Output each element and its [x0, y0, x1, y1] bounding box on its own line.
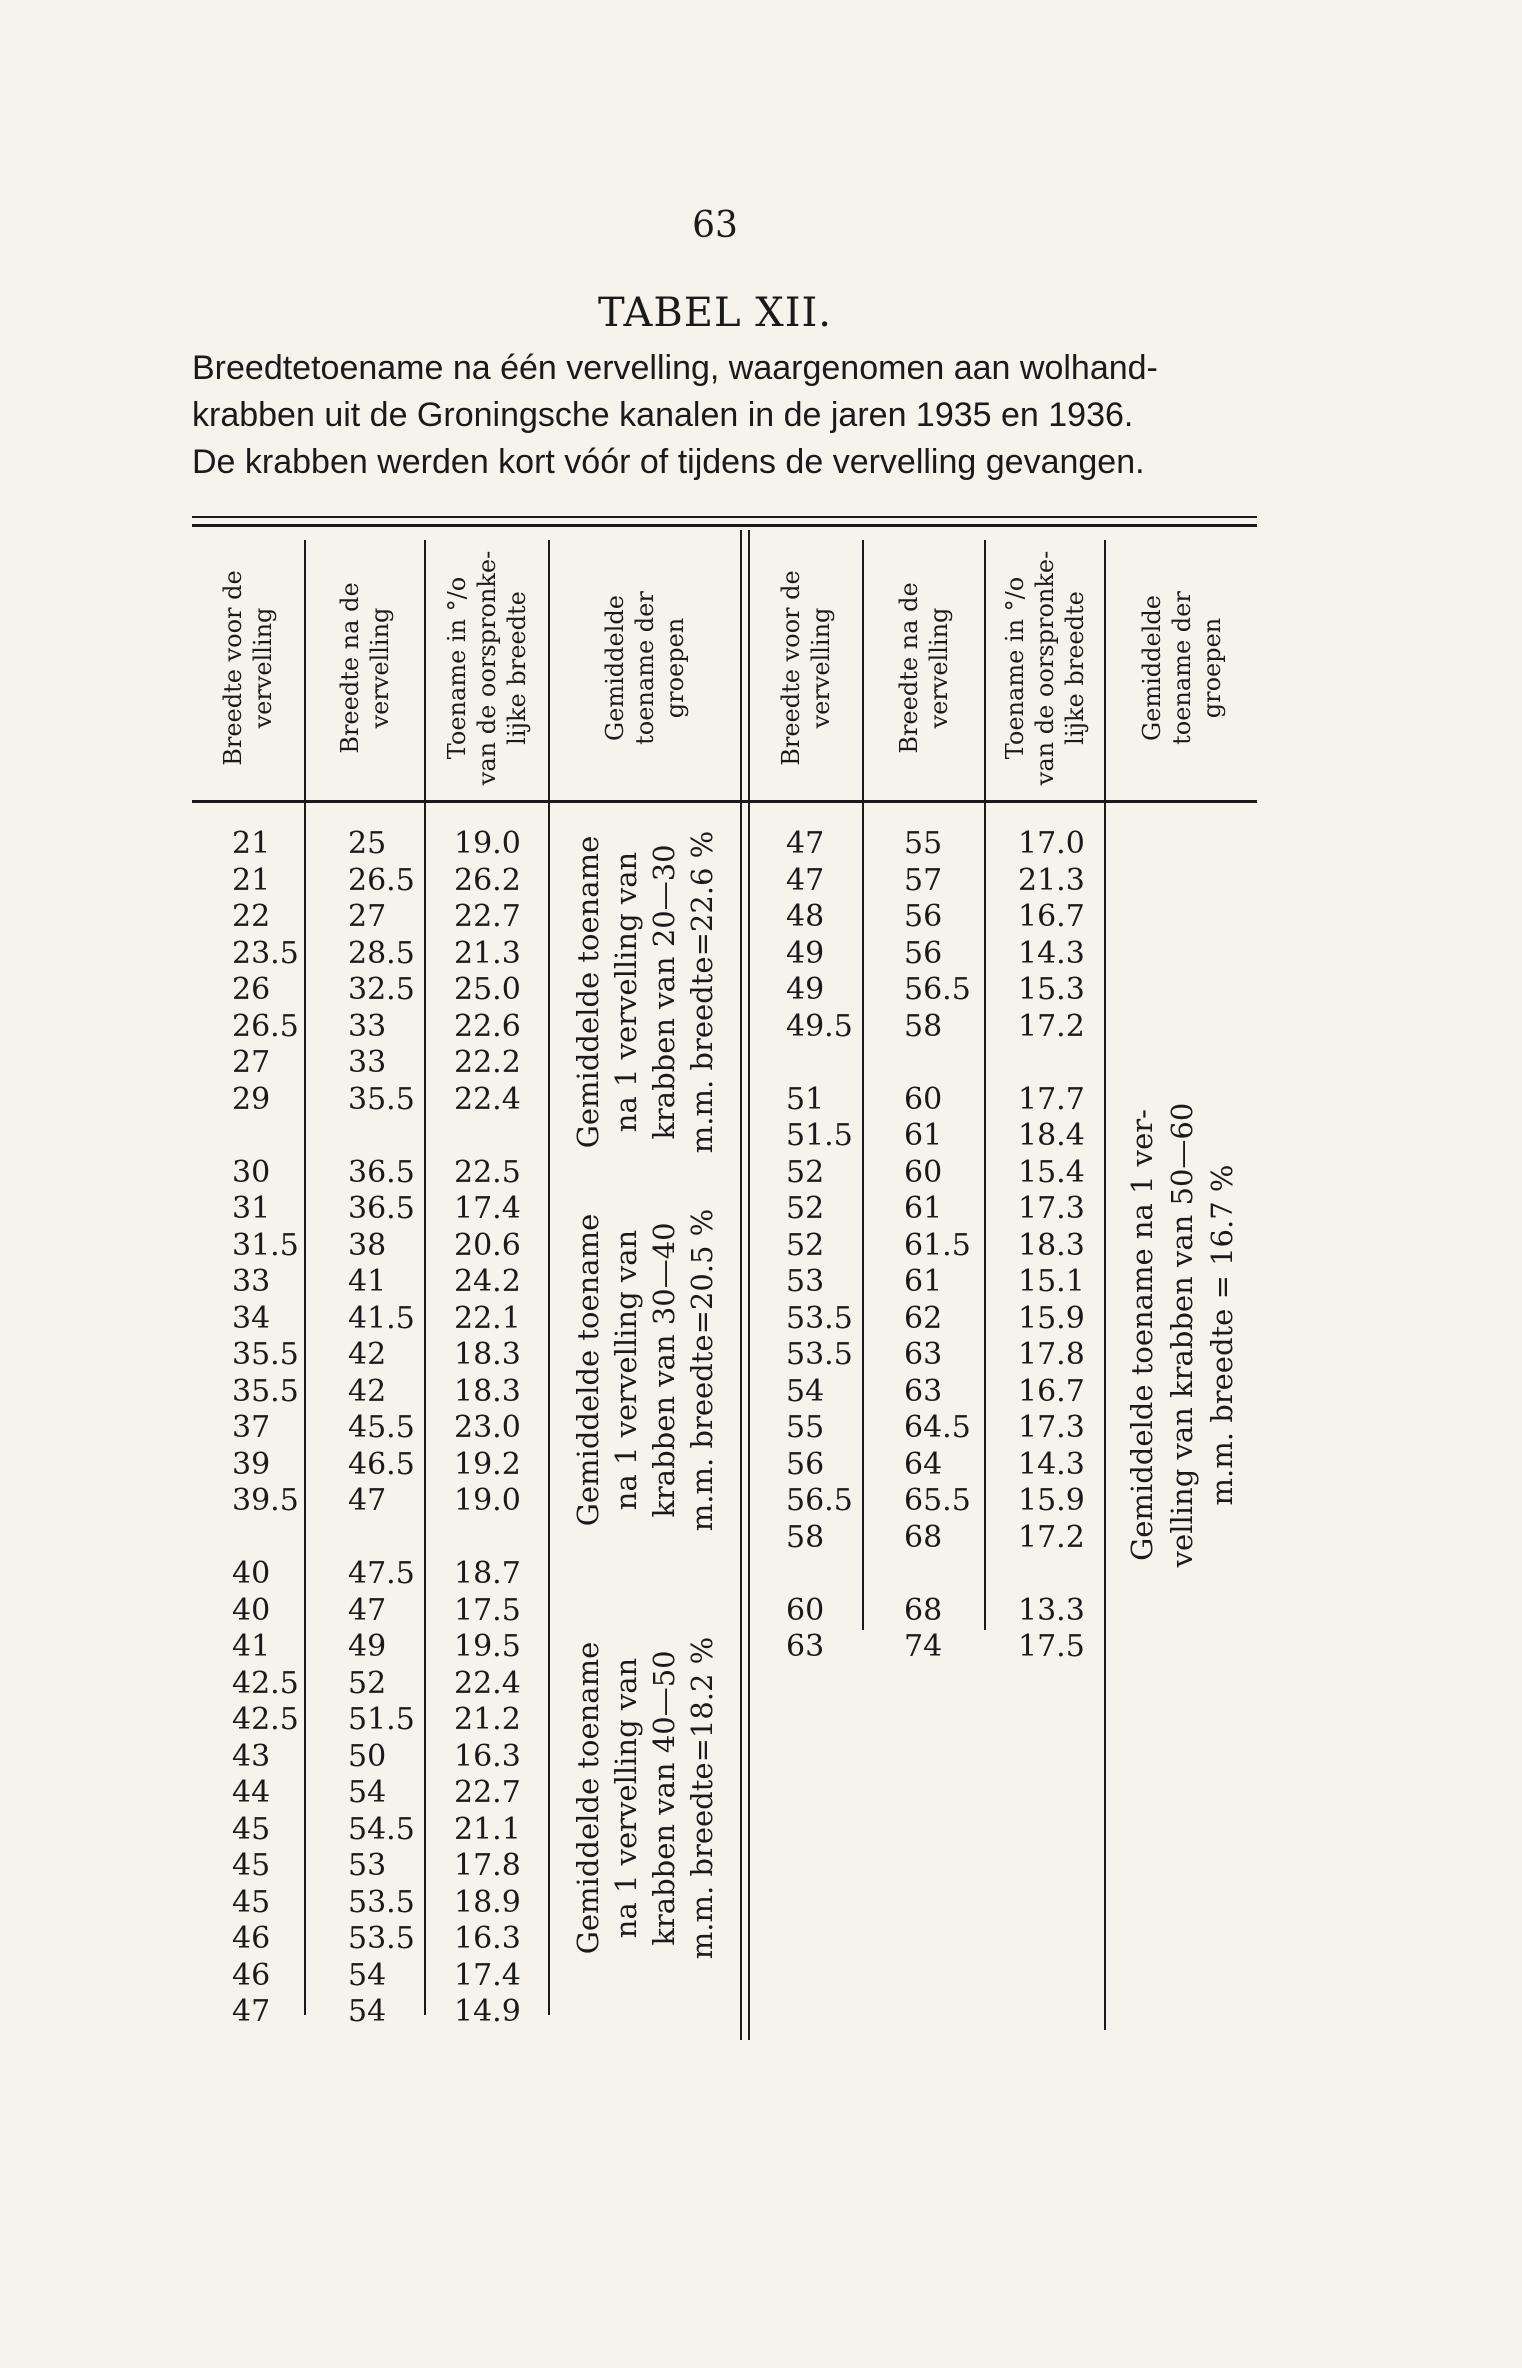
toename-value: 26.2 [454, 862, 521, 898]
group-spacer [904, 1556, 971, 1593]
breedte-voor-value: 49.5 [786, 1008, 853, 1044]
group-spacer [454, 1520, 521, 1557]
header-toename-pct-right [986, 540, 1104, 795]
toename-value: 16.7 [1018, 1373, 1085, 1409]
breedte-voor-value: 37 [232, 1410, 271, 1445]
breedte-voor-value: 60 [786, 1592, 825, 1628]
breedte-na-value: 61 [904, 1118, 943, 1153]
header-line: van de oorspronke- [1031, 550, 1059, 785]
note-line: krabben van 20—30 [647, 844, 681, 1140]
breedte-voor-value: 63 [786, 1629, 825, 1664]
toename-value: 17.8 [1018, 1337, 1085, 1372]
note-line: na 1 vervelling van [609, 851, 643, 1133]
breedte-voor-value: 51 [786, 1081, 825, 1117]
toename-value: 19.0 [454, 826, 521, 861]
group-note-40-50 [560, 1605, 730, 1990]
toename-value: 18.3 [454, 1337, 521, 1372]
group-note-50-60 [1112, 1065, 1252, 1605]
header-line: Toename in °/o [1001, 576, 1029, 759]
toename-value: 24.2 [454, 1264, 521, 1299]
toename-value: 25.0 [454, 972, 521, 1007]
header-rule [192, 800, 1257, 803]
header-toename-pct [426, 540, 548, 795]
note-line: Gemiddelde toename na 1 ver- [1125, 1109, 1159, 1561]
caption-line: De krabben werden kort vóór of tijdens de vervelling gevangen. [192, 443, 1145, 481]
breedte-voor-value: 35.5 [232, 1373, 299, 1409]
group-spacer [1018, 1045, 1085, 1082]
toename-value: 17.7 [1018, 1081, 1085, 1117]
breedte-na-value: 35.5 [348, 1081, 415, 1117]
header-line: Toename in °/o [443, 576, 471, 759]
breedte-voor-value: 40 [232, 1592, 271, 1628]
breedte-voor-value: 41 [232, 1629, 271, 1664]
breedte-voor-value: 40 [232, 1556, 271, 1591]
header-line: vervelling [925, 607, 953, 728]
note-line: na 1 vervelling van [609, 1229, 643, 1511]
breedte-na-value: 41.5 [348, 1300, 415, 1336]
breedte-voor-value: 47 [232, 1994, 271, 2029]
breedte-voor-value: 21 [232, 826, 271, 861]
toename-value: 21.3 [1018, 862, 1085, 898]
toename-value: 21.1 [454, 1811, 521, 1847]
breedte-voor-value: 53.5 [786, 1337, 853, 1372]
top-rule [192, 524, 1257, 527]
header-line: Gemiddelde [601, 594, 629, 741]
toename-value: 14.9 [454, 1994, 521, 2029]
group-spacer [786, 1556, 853, 1593]
toename-value: 19.5 [454, 1629, 521, 1664]
toename-value: 15.4 [1018, 1154, 1085, 1190]
group-note-20-30 [560, 812, 730, 1172]
breedte-na-value: 54 [348, 1957, 387, 1993]
header-line: Breedte voor de [219, 569, 247, 766]
toename-value: 17.8 [454, 1848, 521, 1883]
header-line: groepen [661, 617, 689, 718]
breedte-voor-value: 52 [786, 1154, 825, 1190]
header-gemiddelde [550, 540, 740, 795]
breedte-voor-value: 47 [786, 862, 825, 898]
breedte-na-value: 50 [348, 1738, 387, 1774]
column-toename-right [1018, 826, 1085, 1666]
table-caption [192, 345, 1262, 486]
column-breedte-na-right [904, 826, 971, 1666]
breedte-voor-value: 52 [786, 1191, 825, 1226]
breedte-na-value: 54.5 [348, 1811, 415, 1847]
breedte-voor-value: 22 [232, 899, 271, 934]
toename-value: 21.3 [454, 935, 521, 971]
breedte-voor-value: 56 [786, 1446, 825, 1482]
note-line: m.m. breedte=22.6 % [685, 830, 719, 1154]
breedte-na-value: 68 [904, 1592, 943, 1628]
toename-value: 14.3 [1018, 1446, 1085, 1482]
breedte-na-value: 47 [348, 1483, 387, 1518]
breedte-na-value: 28.5 [348, 935, 415, 971]
header-line: vervelling [807, 607, 835, 728]
breedte-voor-value: 30 [232, 1154, 271, 1190]
breedte-voor-value: 26 [232, 972, 271, 1007]
breedte-na-value: 61 [904, 1264, 943, 1299]
toename-value: 13.3 [1018, 1592, 1085, 1628]
breedte-voor-value: 56.5 [786, 1483, 853, 1518]
breedte-na-value: 62 [904, 1300, 943, 1336]
group-spacer [348, 1118, 415, 1155]
toename-value: 18.7 [454, 1556, 521, 1591]
breedte-voor-value: 52 [786, 1227, 825, 1263]
top-rule [192, 516, 1257, 518]
breedte-na-value: 42 [348, 1337, 387, 1372]
breedte-na-value: 52 [348, 1665, 387, 1701]
breedte-voor-value: 48 [786, 899, 825, 934]
toename-value: 17.3 [1018, 1410, 1085, 1445]
header-line: groepen [1198, 617, 1226, 718]
toename-value: 18.3 [454, 1373, 521, 1409]
breedte-na-value: 53 [348, 1848, 387, 1883]
group-spacer [348, 1520, 415, 1557]
breedte-na-value: 60 [904, 1081, 943, 1117]
caption-line: Breedtetoename na één vervelling, waargenomen aan wolhand- [192, 349, 1158, 387]
breedte-voor-value: 45 [232, 1811, 271, 1847]
breedte-na-value: 42 [348, 1373, 387, 1409]
breedte-voor-value: 43 [232, 1738, 271, 1774]
breedte-voor-value: 58 [786, 1519, 825, 1555]
header-gemiddelde-right [1106, 540, 1258, 795]
breedte-voor-value: 26.5 [232, 1008, 299, 1044]
header-line: Gemiddelde [1138, 594, 1166, 741]
group-note-30-40 [560, 1190, 730, 1550]
breedte-voor-value: 53 [786, 1264, 825, 1299]
breedte-na-value: 56.5 [904, 972, 971, 1007]
header-breedte-voor-right [750, 540, 862, 795]
note-line: m.m. breedte = 16.7 % [1205, 1164, 1239, 1506]
toename-value: 18.3 [1018, 1227, 1085, 1263]
breedte-na-value: 46.5 [348, 1446, 415, 1482]
breedte-na-value: 51.5 [348, 1702, 415, 1737]
breedte-na-value: 60 [904, 1154, 943, 1190]
toename-value: 16.3 [454, 1921, 521, 1956]
note-line: Gemiddelde toename [571, 1213, 605, 1527]
breedte-na-value: 55 [904, 826, 943, 861]
breedte-na-value: 36.5 [348, 1154, 415, 1190]
group-spacer [1018, 1556, 1085, 1593]
breedte-voor-value: 42.5 [232, 1665, 299, 1701]
page-number: 63 [692, 205, 738, 246]
breedte-voor-value: 35.5 [232, 1337, 299, 1372]
toename-value: 22.6 [454, 1008, 521, 1044]
center-double-rule [740, 530, 742, 2040]
header-line: vervelling [249, 607, 277, 728]
breedte-voor-value: 55 [786, 1410, 825, 1445]
toename-value: 22.1 [454, 1300, 521, 1336]
breedte-na-value: 41 [348, 1264, 387, 1299]
group-spacer [786, 1045, 853, 1082]
breedte-na-value: 25 [348, 826, 387, 861]
caption-line: krabben uit de Groningsche kanalen in de jaren 1935 en 1936. [192, 396, 1134, 434]
column-breedte-voor-right [786, 826, 853, 1666]
breedte-voor-value: 51.5 [786, 1118, 853, 1153]
breedte-na-value: 32.5 [348, 972, 415, 1007]
breedte-na-value: 38 [348, 1227, 387, 1263]
toename-value: 17.2 [1018, 1519, 1085, 1555]
breedte-voor-value: 21 [232, 862, 271, 898]
breedte-na-value: 27 [348, 899, 387, 934]
breedte-voor-value: 45 [232, 1848, 271, 1883]
header-line: van de oorspronke- [473, 550, 501, 785]
breedte-na-value: 36.5 [348, 1191, 415, 1226]
breedte-na-value: 53.5 [348, 1884, 415, 1920]
header-breedte-na [306, 540, 424, 795]
header-line: toename der [1168, 590, 1196, 745]
breedte-voor-value: 42.5 [232, 1702, 299, 1737]
breedte-na-value: 63 [904, 1337, 943, 1372]
note-line: krabben van 40—50 [647, 1649, 681, 1946]
toename-value: 17.5 [1018, 1629, 1085, 1664]
toename-value: 19.0 [454, 1483, 521, 1518]
header-line: vervelling [366, 607, 394, 728]
toename-value: 15.9 [1018, 1300, 1085, 1336]
breedte-voor-value: 34 [232, 1300, 271, 1336]
breedte-na-value: 56 [904, 935, 943, 971]
breedte-voor-value: 53.5 [786, 1300, 853, 1336]
toename-value: 14.3 [1018, 935, 1085, 971]
note-line: na 1 vervelling van [609, 1657, 643, 1938]
toename-value: 22.2 [454, 1045, 521, 1080]
breedte-na-value: 45.5 [348, 1410, 415, 1445]
toename-value: 17.2 [1018, 1008, 1085, 1044]
header-line: Breedte na de [336, 581, 364, 754]
breedte-voor-value: 46 [232, 1921, 271, 1956]
toename-value: 21.2 [454, 1702, 521, 1737]
header-line: lijke breedte [1061, 590, 1089, 745]
toename-value: 17.4 [454, 1957, 521, 1993]
header-line: Breedte na de [895, 581, 923, 754]
breedte-na-value: 33 [348, 1008, 387, 1044]
toename-value: 17.3 [1018, 1191, 1085, 1226]
breedte-na-value: 74 [904, 1629, 943, 1664]
breedte-voor-value: 23.5 [232, 935, 299, 971]
note-line: m.m. breedte=18.2 % [685, 1636, 719, 1959]
breedte-voor-value: 29 [232, 1081, 271, 1117]
header-breedte-na-right [864, 540, 984, 795]
breedte-na-value: 61.5 [904, 1227, 971, 1263]
toename-value: 18.9 [454, 1884, 521, 1920]
toename-value: 22.5 [454, 1154, 521, 1190]
table-title: TABEL XII. [597, 290, 833, 336]
breedte-voor-value: 31.5 [232, 1227, 299, 1263]
toename-value: 17.4 [454, 1191, 521, 1226]
toename-value: 15.3 [1018, 972, 1085, 1007]
toename-value: 18.4 [1018, 1118, 1085, 1153]
note-line: Gemiddelde toename [571, 1641, 605, 1954]
group-spacer [232, 1520, 299, 1557]
toename-value: 20.6 [454, 1227, 521, 1263]
group-spacer [232, 1118, 299, 1155]
note-line: velling van krabben van 50—60 [1165, 1102, 1199, 1568]
note-line: krabben van 30—40 [647, 1222, 681, 1518]
breedte-voor-value: 39 [232, 1446, 271, 1482]
header-line: toename der [631, 590, 659, 745]
note-line: Gemiddelde toename [571, 835, 605, 1149]
breedte-voor-value: 47 [786, 826, 825, 861]
toename-value: 22.4 [454, 1665, 521, 1701]
breedte-na-value: 64.5 [904, 1410, 971, 1445]
breedte-na-value: 53.5 [348, 1921, 415, 1956]
breedte-voor-value: 49 [786, 935, 825, 971]
breedte-voor-value: 33 [232, 1264, 271, 1299]
breedte-na-value: 56 [904, 899, 943, 934]
toename-value: 15.9 [1018, 1483, 1085, 1518]
breedte-voor-value: 46 [232, 1957, 271, 1993]
breedte-voor-value: 45 [232, 1884, 271, 1920]
breedte-voor-value: 49 [786, 972, 825, 1007]
toename-value: 15.1 [1018, 1264, 1085, 1299]
toename-value: 22.7 [454, 899, 521, 934]
breedte-voor-value: 31 [232, 1191, 271, 1226]
breedte-na-value: 47 [348, 1592, 387, 1628]
toename-value: 22.4 [454, 1081, 521, 1117]
breedte-na-value: 63 [904, 1373, 943, 1409]
toename-value: 22.7 [454, 1775, 521, 1810]
breedte-na-value: 65.5 [904, 1483, 971, 1518]
toename-value: 23.0 [454, 1410, 521, 1445]
toename-value: 19.2 [454, 1446, 521, 1482]
breedte-na-value: 33 [348, 1045, 387, 1080]
toename-value: 17.0 [1018, 826, 1085, 861]
breedte-na-value: 49 [348, 1629, 387, 1664]
breedte-na-value: 58 [904, 1008, 943, 1044]
breedte-na-value: 64 [904, 1446, 943, 1482]
toename-value: 17.5 [454, 1592, 521, 1628]
note-line: m.m. breedte=20.5 % [685, 1208, 719, 1532]
breedte-voor-value: 39.5 [232, 1483, 299, 1518]
breedte-voor-value: 54 [786, 1373, 825, 1409]
header-breedte-voor [192, 540, 304, 795]
breedte-na-value: 26.5 [348, 862, 415, 898]
breedte-na-value: 47.5 [348, 1556, 415, 1591]
breedte-na-value: 61 [904, 1191, 943, 1226]
group-spacer [904, 1045, 971, 1082]
column-breedte-na-left [348, 826, 415, 2031]
breedte-na-value: 54 [348, 1994, 387, 2029]
column-toename-left [454, 826, 521, 2031]
breedte-na-value: 68 [904, 1519, 943, 1555]
toename-value: 16.7 [1018, 899, 1085, 934]
toename-value: 16.3 [454, 1738, 521, 1774]
breedte-voor-value: 27 [232, 1045, 271, 1080]
breedte-na-value: 57 [904, 862, 943, 898]
header-line: Breedte voor de [777, 569, 805, 766]
breedte-voor-value: 44 [232, 1775, 271, 1810]
header-line: lijke breedte [503, 590, 531, 745]
column-breedte-voor-left [232, 826, 299, 2031]
breedte-na-value: 54 [348, 1775, 387, 1810]
group-spacer [454, 1118, 521, 1155]
